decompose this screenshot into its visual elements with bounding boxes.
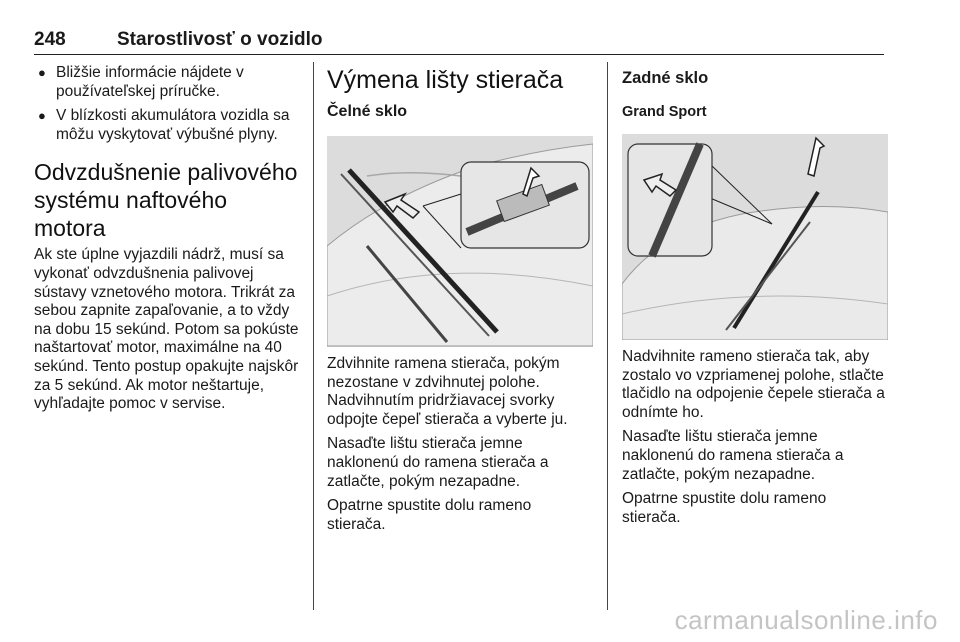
subheading-windscreen: Čelné sklo [327, 103, 408, 120]
column-middle [327, 64, 593, 540]
rear-wiper-illustration [622, 134, 888, 340]
chapter-title: Starostlivosť o vozidlo [117, 29, 323, 50]
page-number: 248 [34, 29, 66, 50]
watermark: carmanualsonline.info [674, 605, 938, 635]
section-heading-rear-window: Zadné sklo [622, 69, 709, 87]
paragraph: Opatrne spustite dolu rameno stierača. [327, 497, 532, 533]
windscreen-wiper-illustration [327, 136, 593, 347]
section-heading-fuel-bleed: Odvzdušnenie palivového systému naftového motora [34, 159, 298, 242]
bullet-icon: ● [38, 65, 46, 80]
paragraph: Nasaďte lištu stierača jemne naklonenú do ramena stierača a zatlačte, pokým nezapadne. [622, 428, 844, 483]
bullet-icon: ● [38, 108, 46, 124]
column-left [34, 64, 300, 420]
paragraph: Ak ste úplne vyjazdili nádrž, musí sa vykonať odvzdušnenia palivovej sústavy vznetového motora. Trikrát za sebou zapnite zapaľovanie, a to vždy na dobu 15 sekúnd. Potom sa pokúste naštartovať motor, maximálne na 40 sekúnd. Tento postup opakujte najskôr za 5 sekúnd. Ak motor neštartuje, vyhľadajte pomoc v servise. [34, 246, 299, 413]
list-item: ● V blízkosti akumulátora vozidla sa môžu vyskytovať výbušné plyny. [38, 107, 290, 143]
paragraph: Nasaďte lištu stierača jemne naklonenú do ramena stierača a zatlačte, pokým nezapadne. [327, 435, 549, 490]
paragraph: Zdvihnite ramena stierača, pokým nezostane v zdvihnutej polohe. Nadvihnutím pridržiavacej svorky odpojte čepeľ stierača a vyberte ju. [327, 355, 568, 428]
column-divider-2 [607, 62, 608, 610]
subheading-grand-sport: Grand Sport [622, 104, 707, 120]
column-divider-1 [313, 62, 314, 610]
list-item: ● Bližšie informácie nájdete v používateľskej príručke. [38, 64, 244, 100]
windscreen-wiper-drawing [327, 136, 593, 347]
column-right [622, 64, 887, 533]
rear-wiper-drawing [622, 134, 888, 340]
paragraph: Nadvihnite rameno stierača tak, aby zostalo vo vzpriamenej polohe, stlačte tlačidlo na odpojenie čepele stierača a odnímte ho. [622, 348, 885, 421]
bullet-list [34, 64, 300, 144]
section-heading-wiper-replacement: Výmena lišty stierača [327, 66, 564, 94]
page-header [34, 30, 884, 55]
paragraph: Opatrne spustite dolu rameno stierača. [622, 490, 827, 526]
